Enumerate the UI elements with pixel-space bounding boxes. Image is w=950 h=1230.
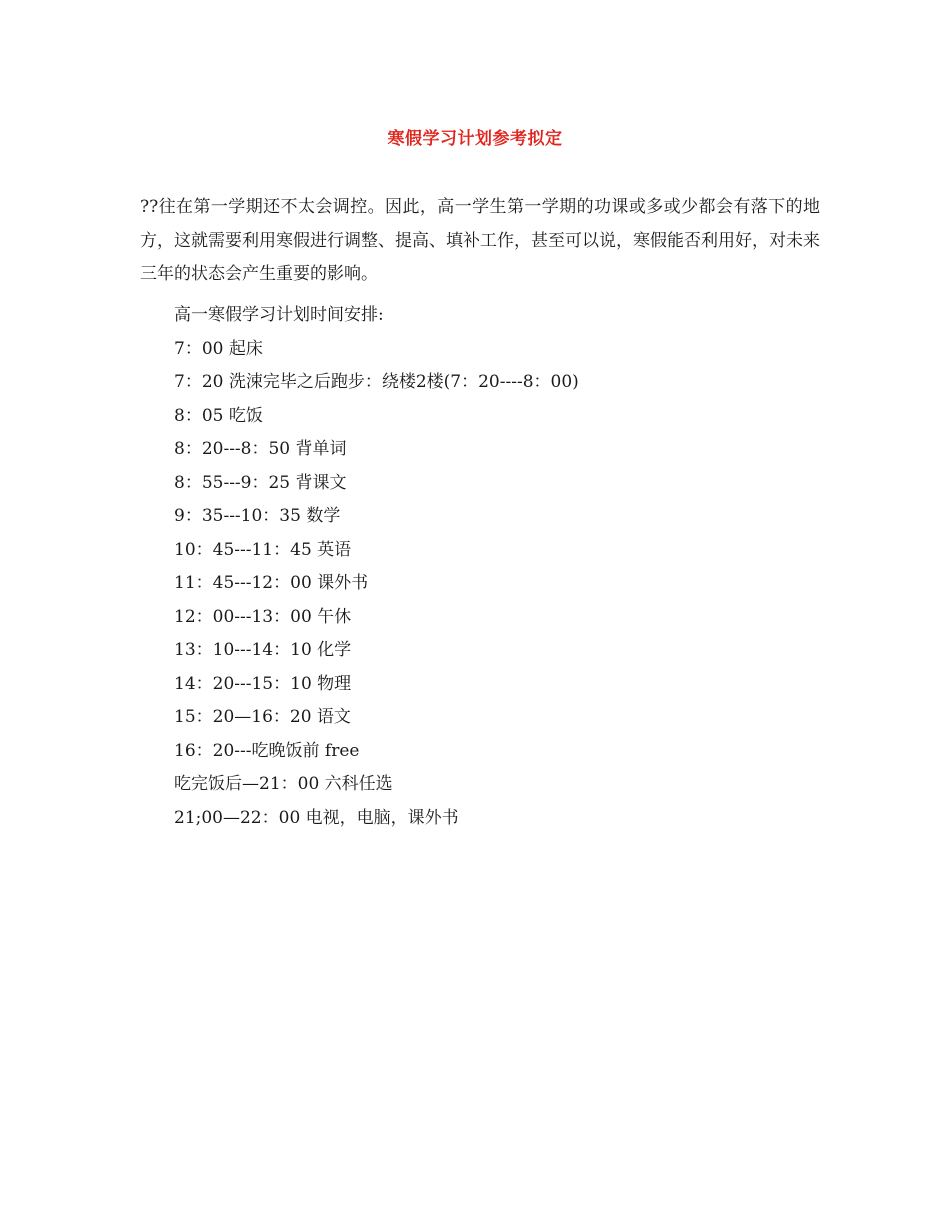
schedule-item: 12：00---13：00 午休	[174, 606, 352, 627]
schedule-item: 8：20---8：50 背单词	[174, 439, 347, 459]
schedule-item: 10：45---11：45 英语	[174, 539, 352, 560]
schedule-item: 9：35---10：35 数学	[174, 506, 341, 526]
schedule-item: 8：55---9：25 背课文	[174, 472, 347, 493]
schedule-item: 16：20---吃晚饭前 free	[174, 740, 360, 761]
schedule-item: 吃完饭后—21：00 六科任选	[174, 774, 393, 794]
schedule-item: 15：20—16：20 语文	[174, 707, 351, 727]
document-title: 寒假学习计划参考拟定	[387, 129, 563, 149]
schedule-item: 8：05 吃饭	[174, 405, 263, 426]
schedule-list	[174, 299, 579, 835]
schedule-item: 13：10---14：10 化学	[174, 640, 352, 660]
schedule-item: 14：20---15：10 物理	[174, 673, 352, 694]
schedule-item: 7：00 起床	[174, 338, 263, 359]
schedule-item: 7：20 洗涑完毕之后跑步：绕楼2楼(7：20----8：00)	[174, 372, 579, 392]
schedule-item: 21;00—22：00 电视，电脑，课外书	[174, 807, 459, 828]
intro-paragraph: ??往在第一学期还不太会调控。因此，高一学生第一学期的功课或多或少都会有落下的地方，这就需要利用寒假进行调整、提高、填补工作，甚至可以说，寒假能否利用好，对未来三年的状态会产生重要的影响。	[140, 197, 820, 284]
schedule-item: 11：45---12：00 课外书	[174, 573, 369, 593]
schedule-heading: 高一寒假学习计划时间安排:	[174, 305, 384, 325]
